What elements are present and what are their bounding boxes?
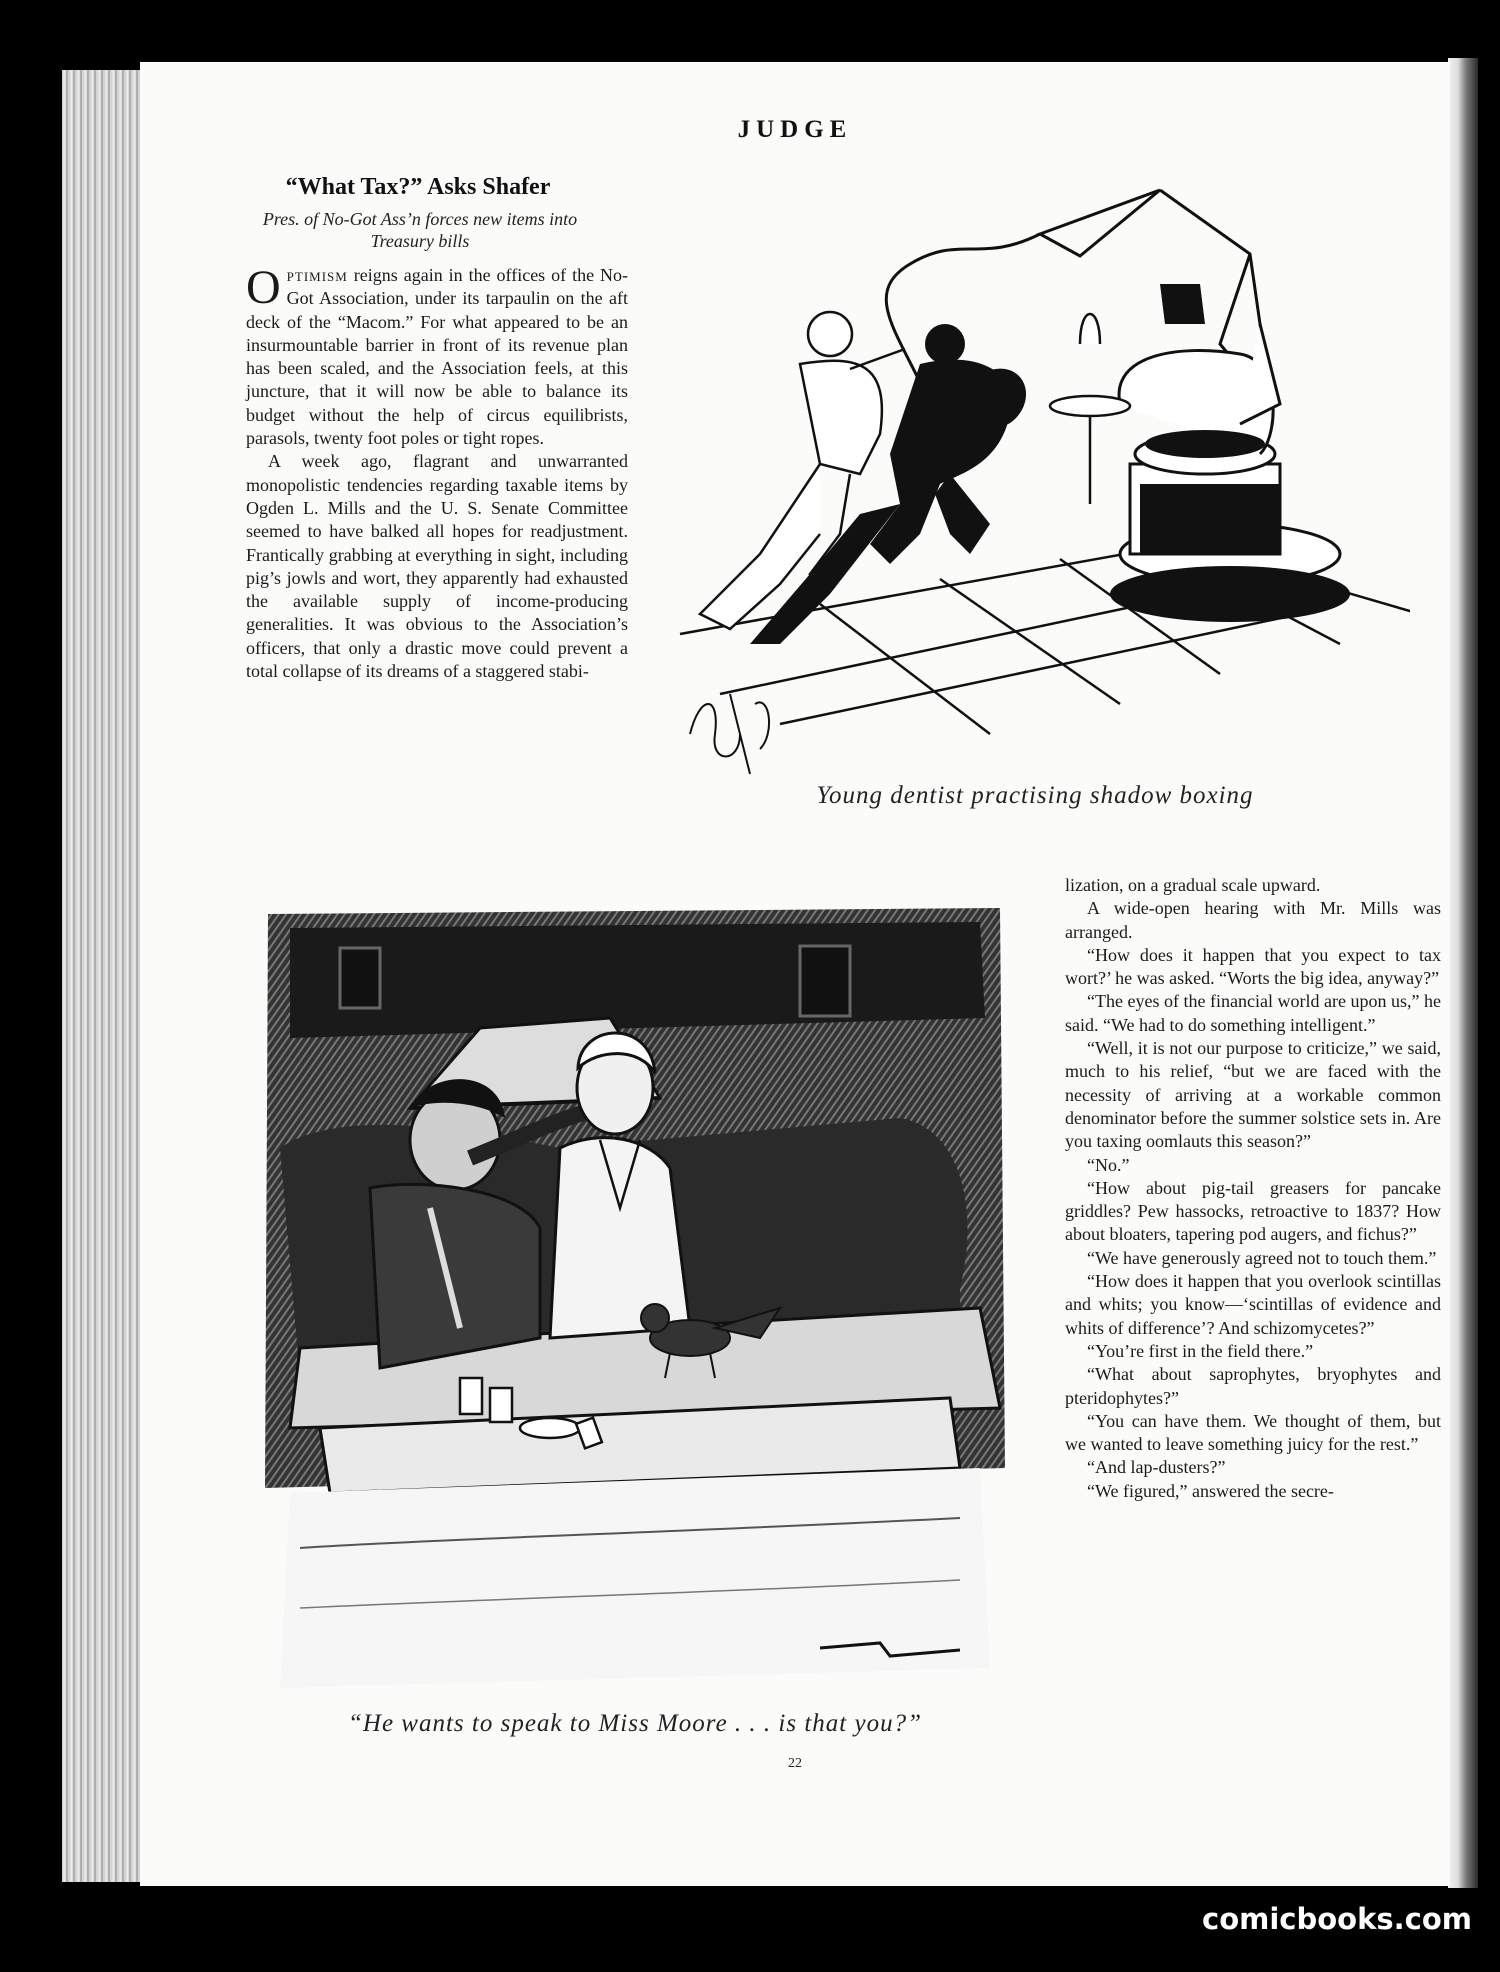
magazine-page (140, 62, 1450, 1886)
paragraph: “We have generously agreed not to touch them.” (1087, 1247, 1437, 1268)
article-column-1 (246, 261, 628, 683)
book-gutter-edge (1448, 58, 1478, 1888)
article-subhead: Pres. of No-Got Ass’n forces new items into Treasury bills (262, 209, 578, 251)
paragraph-text: reigns again in the offices of the No-Got Association, under its tarpaulin on the aft deck of the “Macom.” For what appeared to be an insurmountable barrier in front of its revenue plan has been scaled, and the Association feels, at this juncture, that it will now be able to balance its budget without the help of circus equilibrists, parasols, twenty foot poles or tight ropes. (246, 265, 628, 449)
watermark: comicbooks.com (1202, 1902, 1472, 1936)
cartoon-1-caption: Young dentist practising shadow boxing (816, 782, 1254, 809)
lead-smallcaps: ptimism (286, 265, 348, 285)
article-column-2 (1065, 874, 1441, 1503)
paragraph: “You’re first in the field there.” (1087, 1340, 1314, 1361)
paragraph: A week ago, flagrant and unwarranted monopolistic tendencies regarding taxable items by Ogden L. Mills and the U. S. Senate Committee seemed to have balked all hopes for readjustment. Frantically grabbing at everything in sight, including pig’s jowls and wort, they apparently had exhausted the available supply of income-producing generalities. It was obvious to the Association’s officers, that only a drastic move could prevent a total collapse of its dreams of a staggered stabi- (246, 451, 628, 682)
paragraph: “What about saprophytes, bryophytes and pteridophytes?” (1065, 1364, 1441, 1408)
paragraph: “We figured,” answered the secre- (1087, 1480, 1334, 1501)
paragraph: “How does it happen that you expect to tax wort?’ he was asked. “Worts the big idea, anyway?” (1065, 944, 1441, 989)
artist-signature (690, 694, 769, 774)
paragraph: “No.” (1087, 1154, 1130, 1175)
paragraph: “How about pig-tail greasers for pancake griddles? Pew hassocks, retroactive to 1837? How about bloaters, tapering pod augers, and fichus?” (1065, 1177, 1441, 1245)
drop-cap: O (246, 261, 281, 314)
book-page-edges (62, 70, 142, 1882)
paragraph: “You can have them. We thought of them, but we wanted to leave something juicy for the rest.” (1065, 1410, 1441, 1455)
paragraph: “And lap-dusters?” (1087, 1457, 1226, 1478)
paragraph: “Well, it is not our purpose to criticize,” we said, much to his relief, “but we are faced with the necessity of arriving at a workable common denominator before the summer solstice sets in. Are you taxing oomlauts this season?” (1065, 1038, 1441, 1152)
paragraph: “How does it happen that you overlook scintillas and whits; you know—‘scintillas of evidence and whits of difference’? And schizomycetes?” (1065, 1271, 1441, 1338)
paragraph: “The eyes of the financial world are upon us,” he said. “We had to do something intelligent.” (1065, 991, 1441, 1035)
cartoon-2-caption: “He wants to speak to Miss Moore . . . is that you?” (348, 1710, 922, 1737)
paragraph: A wide-open hearing with Mr. Mills was arranged. (1065, 898, 1441, 942)
running-head: JUDGE (737, 116, 853, 143)
paragraph: lization, on a gradual scale upward. (1065, 875, 1321, 895)
cartoon-dentist-shadow-boxing (660, 174, 1410, 814)
article-title: “What Tax?” Asks Shafer (285, 174, 551, 200)
page-number: 22 (788, 1756, 802, 1771)
lead-paragraph (246, 261, 628, 450)
cartoon-miss-moore (260, 908, 1010, 1700)
